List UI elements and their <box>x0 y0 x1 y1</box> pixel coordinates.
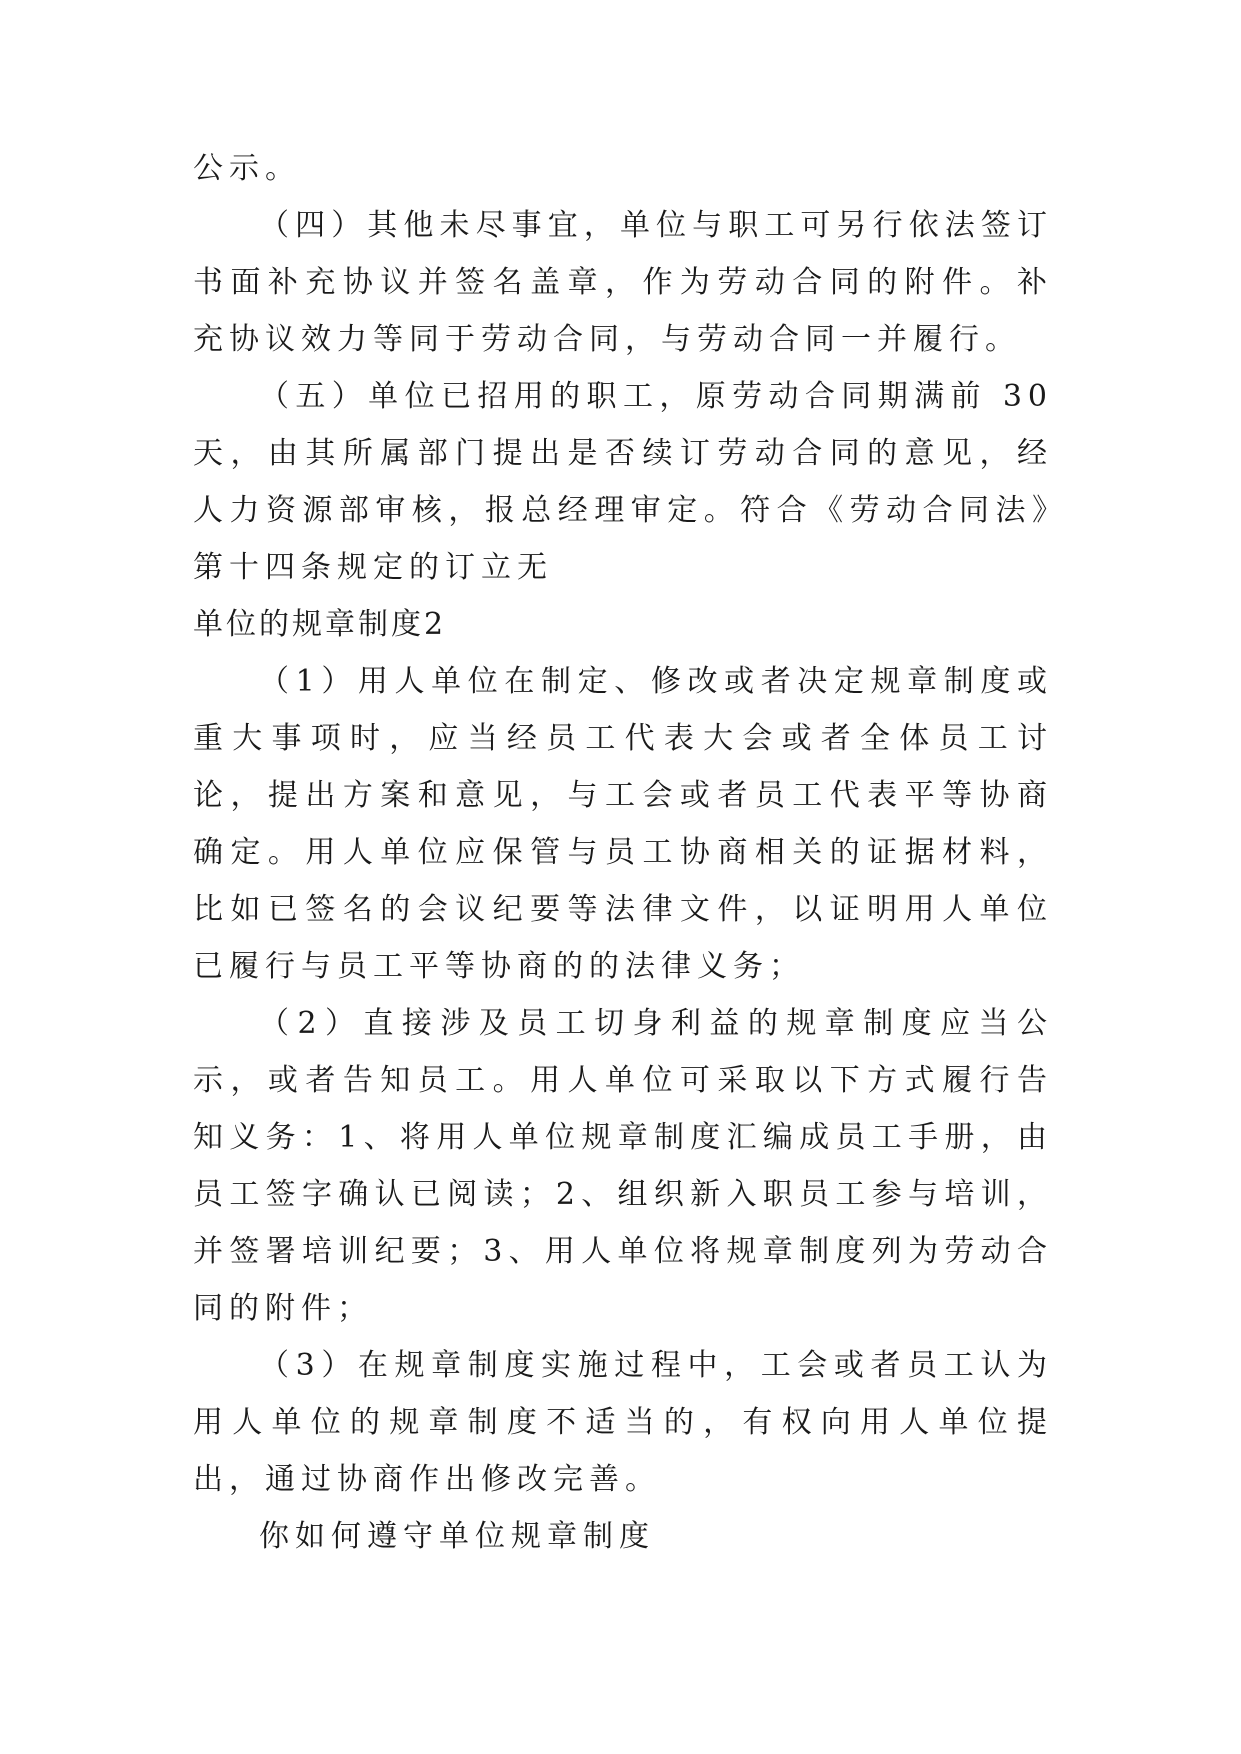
closing-title: 你如何遵守单位规章制度 <box>259 1519 655 1554</box>
paragraph-rule-3: （3）在规章制度实施过程中，工会或者员工认为用人单位的规章制度不适当的，有权向用人单位提出，通过协商作出修改完善。 <box>193 1348 1053 1497</box>
paragraph-rule-2: （2）直接涉及员工切身利益的规章制度应当公示，或者告知员工。用人单位可采取以下方式履行告知义务：1、将用人单位规章制度汇编成员工手册，由员工签字确认已阅读；2、组织新入职员工参与培训，并签署培训纪要；3、用人单位将规章制度列为劳动合同的附件； <box>193 1006 1053 1326</box>
paragraph-rule-1: （1）用人单位在制定、修改或者决定规章制度或重大事项时，应当经员工代表大会或者全体员工讨论，提出方案和意见，与工会或者员工代表平等协商确定。用人单位应保管与员工协商相关的证据材料，比如已签名的会议纪要等法律文件，以证明用人单位已履行与员工平等协商的的法律义务； <box>193 664 1053 984</box>
section-heading: 单位的规章制度2 <box>193 607 447 642</box>
document-body <box>193 140 1053 1565</box>
paragraph-item-5: （五）单位已招用的职工，原劳动合同期满前 30 天，由其所属部门提出是否续订劳动合同的意见，经人力资源部审核，报总经理审定。符合《劳动合同法》第十四条规定的订立无 <box>193 379 1053 585</box>
paragraph-item-4: （四）其他未尽事宜，单位与职工可另行依法签订书面补充协议并签名盖章，作为劳动合同的附件。补充协议效力等同于劳动合同，与劳动合同一并履行。 <box>193 208 1053 357</box>
paragraph-continuation: 公示。 <box>193 151 301 186</box>
